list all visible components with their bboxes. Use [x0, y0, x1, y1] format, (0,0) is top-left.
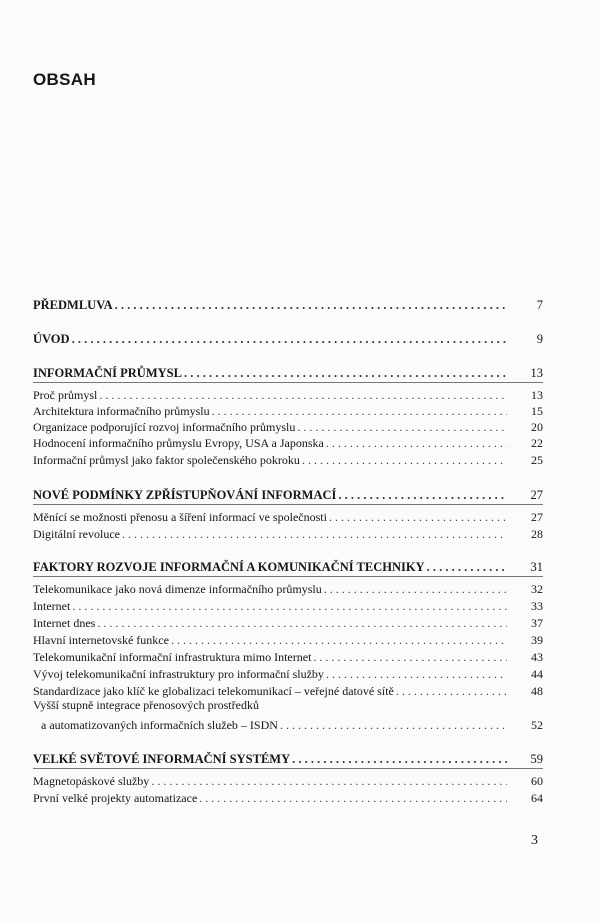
toc-entry[interactable] — [33, 402, 543, 418]
toc-entry-page: 28 — [531, 527, 543, 541]
toc-entry-title-line1[interactable]: Vyšší stupně integrace přenosových prostředků — [33, 698, 259, 712]
toc-entry-page: 22 — [531, 436, 543, 450]
toc-entry-title: VELKÉ SVĚTOVÉ INFORMAČNÍ SYSTÉMY — [33, 752, 291, 766]
toc-entry-page: 20 — [531, 420, 543, 434]
toc-entry-title: Internet dnes — [33, 616, 96, 630]
toc-entry-page: 32 — [531, 582, 543, 596]
leader-dots — [329, 510, 507, 524]
toc-entry-page: 31 — [530, 560, 543, 574]
toc-entry-page: 9 — [536, 332, 543, 346]
toc-entry-page: 59 — [530, 752, 543, 766]
leader-dots — [302, 453, 507, 467]
leader-dots — [151, 774, 507, 788]
leader-dots — [326, 667, 507, 681]
toc-entry[interactable] — [33, 580, 543, 596]
toc-entry-title: Digitální revoluce — [33, 527, 120, 541]
leader-dots — [313, 650, 507, 664]
toc-entry[interactable] — [33, 386, 543, 402]
leader-dots — [72, 599, 507, 613]
leader-dots — [122, 527, 507, 541]
leader-dots — [326, 436, 507, 450]
toc-entry-velke-svetove[interactable] — [33, 750, 543, 766]
toc-entry-title: První velké projekty automatizace — [33, 791, 198, 805]
leader-dots — [199, 791, 507, 805]
toc-entry[interactable] — [33, 682, 543, 698]
toc-entry[interactable] — [33, 665, 543, 681]
toc-entry-nove-podminky[interactable] — [33, 486, 543, 502]
toc-entry-page: 13 — [531, 388, 543, 402]
toc-entry[interactable] — [33, 451, 543, 467]
toc-entry-page: 33 — [531, 599, 543, 613]
toc-entry-page: 13 — [530, 366, 543, 380]
toc-entry[interactable] — [33, 648, 543, 664]
toc-entry-page: 52 — [531, 718, 543, 732]
toc-entry-title: a automatizovaných informačních služeb – ISDN — [41, 718, 278, 732]
toc-entry-page: 39 — [531, 633, 543, 647]
leader-dots — [171, 633, 507, 647]
leader-dots — [115, 298, 507, 312]
chapter-divider — [33, 576, 543, 577]
toc-entry-faktory-rozvoje[interactable] — [33, 558, 543, 574]
toc-entry-page: 43 — [531, 650, 543, 664]
toc-entry-page: 48 — [531, 684, 543, 698]
toc-entry-page: 27 — [530, 488, 543, 502]
leader-dots — [184, 366, 507, 380]
toc-entry-title: Telekomunikační informační infrastruktura mimo Internet — [33, 650, 312, 664]
toc-entry-page: 37 — [531, 616, 543, 630]
toc-entry-title: Vývoj telekomunikační infrastruktury pro informační služby — [33, 667, 324, 681]
chapter-divider — [33, 382, 543, 383]
toc-entry[interactable] — [33, 525, 543, 541]
toc-entry[interactable] — [33, 614, 543, 630]
toc-entry-uvod[interactable] — [33, 330, 543, 346]
toc-entry-predmluva[interactable] — [33, 296, 543, 312]
toc-entry-page: 64 — [531, 791, 543, 805]
toc-entry-title: Internet — [33, 599, 71, 613]
toc-entry-title: PŘEDMLUVA — [33, 298, 113, 312]
toc-heading: OBSAH — [33, 70, 96, 89]
toc-entry-page: 60 — [531, 774, 543, 788]
page-number: 3 — [531, 833, 538, 848]
leader-dots — [280, 718, 507, 732]
toc-entry-title: Informační průmysl jako faktor společenského pokroku — [33, 453, 300, 467]
toc-entry-page: 7 — [536, 298, 543, 312]
toc-entry[interactable] — [33, 772, 543, 788]
chapter-divider — [33, 768, 543, 769]
toc-entry-title: Hlavní internetovské funkce — [33, 633, 169, 647]
toc-entry-title: INFORMAČNÍ PRŮMYSL — [33, 366, 182, 380]
toc-entry-title: Organizace podporující rozvoj informačního průmyslu — [33, 420, 296, 434]
toc-entry-title: ÚVOD — [33, 332, 70, 346]
leader-dots — [427, 560, 507, 574]
toc-entry-title: NOVÉ PODMÍNKY ZPŘÍSTUPŇOVÁNÍ INFORMACÍ — [33, 488, 337, 502]
toc-entry-title: Měnící se možnosti přenosu a šíření informací ve společnosti — [33, 510, 327, 524]
toc-entry-page: 25 — [531, 453, 543, 467]
leader-dots — [99, 388, 507, 402]
leader-dots — [292, 752, 507, 766]
toc-entry[interactable] — [33, 789, 543, 805]
leader-dots — [97, 616, 507, 630]
toc-entry[interactable] — [33, 631, 543, 647]
leader-dots — [212, 404, 507, 418]
toc-entry-title: Hodnocení informačního průmyslu Evropy, USA a Japonska — [33, 436, 324, 450]
chapter-divider — [33, 504, 543, 505]
toc-entry-continuation[interactable] — [41, 716, 543, 732]
leader-dots — [396, 684, 507, 698]
toc-entry-informacni-prumysl[interactable] — [33, 364, 543, 380]
toc-entry-page: 27 — [531, 510, 543, 524]
toc-entry-page: 44 — [531, 667, 543, 681]
leader-dots — [338, 488, 507, 502]
leader-dots — [324, 582, 507, 596]
toc-entry[interactable] — [33, 418, 543, 434]
toc-entry-title: Architektura informačního průmyslu — [33, 404, 210, 418]
toc-entry-title: Magnetopáskové služby — [33, 774, 150, 788]
leader-dots — [297, 420, 507, 434]
toc-entry-title: Proč průmysl — [33, 388, 98, 402]
toc-entry[interactable] — [33, 597, 543, 613]
toc-entry[interactable] — [33, 508, 543, 524]
leader-dots — [72, 332, 507, 346]
toc-entry-title: FAKTORY ROZVOJE INFORMAČNÍ A KOMUNIKAČNÍ TECHNIKY — [33, 560, 425, 574]
toc-entry[interactable] — [33, 434, 543, 450]
toc-entry-title: Standardizace jako klíč ke globalizaci telekomunikací – veřejné datové sítě — [33, 684, 394, 698]
toc-entry-page: 15 — [531, 404, 543, 418]
toc-entry-title: Telekomunikace jako nová dimenze informačního průmyslu — [33, 582, 322, 596]
